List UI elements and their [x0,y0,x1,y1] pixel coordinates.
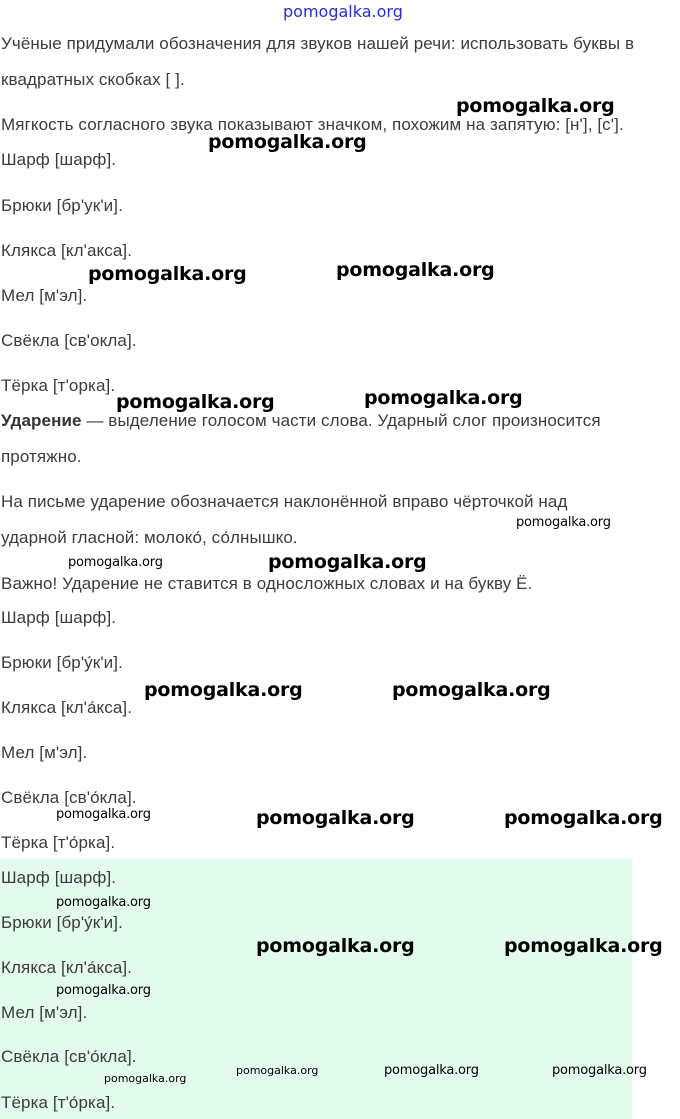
answer-item-1: Шарф [шарф]. [1,868,117,887]
header-watermark: pomogalka.org [283,2,403,21]
watermark: pomogalka.org [504,807,663,829]
transcription-1-6: Тёрка [т'орка]. [1,376,116,395]
watermark: pomogalka.org [68,555,163,570]
transcription-2-2: Брюки [бр'у́к'и]. [1,653,123,672]
watermark: pomogalka.org [364,387,523,409]
transcription-2-1: Шарф [шарф]. [1,608,117,627]
watermark: pomogalka.org [88,263,247,285]
answer-item-5: Свёкла [св'о́кла]. [1,1047,137,1066]
stress-definition: — выделение голосом части слова. Ударный слог произносится [81,411,601,430]
watermark: pomogalka.org [144,679,303,701]
watermark: pomogalka.org [384,1063,479,1078]
transcription-1-5: Свёкла [св'окла]. [1,331,137,350]
transcription-1-3: Клякса [кл'акса]. [1,241,133,260]
stress-term: Ударение [1,411,82,430]
watermark: pomogalka.org [256,807,415,829]
watermark: pomogalka.org [256,935,415,957]
transcription-2-6: Тёрка [т'о́рка]. [1,833,116,852]
stress-definition-line-1 [1,410,601,432]
transcription-2-5: Свёкла [св'о́кла]. [1,788,137,807]
answer-item-4: Мел [м'эл]. [1,1003,88,1022]
transcription-2-3: Клякса [кл'а́кса]. [1,698,133,717]
watermark: pomogalka.org [456,95,615,117]
transcription-1-1: Шарф [шарф]. [1,150,117,169]
answer-item-2: Брюки [бр'у́к'и]. [1,913,123,932]
answer-item-3: Клякса [кл'а́кса]. [1,958,133,977]
watermark: pomogalka.org [208,131,367,153]
transcription-2-4: Мел [м'эл]. [1,743,88,762]
watermark: pomogalka.org [516,515,611,530]
intro-line-1: Учёные придумали обозначения для звуков нашей речи: использовать буквы в [1,34,635,53]
watermark: pomogalka.org [116,391,275,413]
watermark: pomogalka.org [552,1063,647,1078]
transcription-1-4: Мел [м'эл]. [1,286,88,305]
watermark: pomogalka.org [504,935,663,957]
watermark: pomogalka.org [236,1064,319,1077]
stress-definition-line-2: протяжно. [1,447,82,466]
transcription-1-2: Брюки [бр'ук'и]. [1,196,123,215]
watermark: pomogalka.org [104,1072,187,1085]
stress-writing-line-1: На письме ударение обозначается наклонённой вправо чёрточкой над [1,492,568,511]
watermark: pomogalka.org [56,895,151,910]
stress-writing-line-2: ударной гласной: молоко́, со́лнышко. [1,528,298,547]
stress-note: Важно! Ударение не ставится в односложных словах и на букву Ё. [1,574,533,593]
softness-text: Мягкость согласного звука показывают значком, похожим на запятую: [н'], [с']. [1,115,624,134]
watermark: pomogalka.org [392,679,551,701]
watermark: pomogalka.org [268,551,427,573]
watermark: pomogalka.org [336,259,495,281]
answer-item-6: Тёрка [т'о́рка]. [1,1093,116,1112]
watermark: pomogalka.org [56,807,151,822]
intro-line-2: квадратных скобках [ ]. [1,70,185,89]
watermark: pomogalka.org [56,983,151,998]
